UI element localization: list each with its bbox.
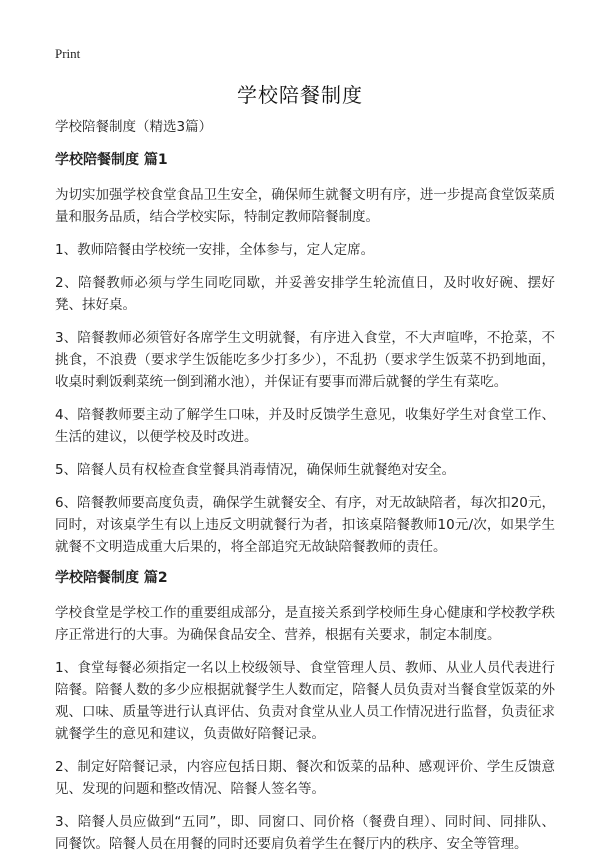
paragraph: 2、制定好陪餐记录，内容应包括日期、餐次和饭菜的品种、感观评价、学生反馈意见、发现的问题和整改情况、陪餐人签名等。	[55, 759, 555, 797]
paragraph: 4、陪餐教师要主动了解学生口味，并及时反馈学生意见，收集好学生对食堂工作、生活的建议，以便学校及时改进。	[55, 407, 555, 445]
paragraph: 6、陪餐教师要高度负责，确保学生就餐安全、有序，对无故缺陪者，每次扣20元，同时，对该桌学生有以上违反文明就餐行为者，扣该桌陪餐教师10元/次，如果学生就餐不文明造成重大后果的，将全部追究无故缺陪餐教师的责任。	[55, 495, 555, 555]
section-heading-1: 学校陪餐制度 篇1	[55, 152, 168, 168]
paragraph: 1、教师陪餐由学校统一安排，全体参与，定人定席。	[55, 242, 375, 258]
document-subtitle: 学校陪餐制度（精选3篇）	[55, 119, 213, 135]
paragraph: 1、食堂每餐必须指定一名以上校级领导、食堂管理人员、教师、从业人员代表进行陪餐。陪餐人数的多少应根据就餐学生人数而定，陪餐人员负责对当餐食堂饭菜的外观、口味、质量等进行认真评估、负责对食堂从业人员工作情况进行监督，负责征求就餐学生的意见和建议，负责做好陪餐记录。	[55, 660, 555, 742]
paragraph: 5、陪餐人员有权检查食堂餐具消毒情况，确保师生就餐绝对安全。	[55, 462, 456, 478]
paragraph: 学校食堂是学校工作的重要组成部分，是直接关系到学校师生身心健康和学校教学秩序正常进行的大事。为确保食品安全、营养，根据有关要求，制定本制度。	[55, 605, 555, 643]
paragraph: 3、陪餐教师必须管好各席学生文明就餐，有序进入食堂，不大声喧哗，不抢菜，不挑食，不浪费（要求学生饭能吃多少打多少），不乱扔（要求学生饭菜不扔到地面，收桌时剩饭剩菜统一倒到潲水池），并保证有要事而滞后就餐的学生有菜吃。	[55, 330, 555, 390]
paragraph: 2、陪餐教师必须与学生同吃同歇，并妥善安排学生轮流值日，及时收好碗、摆好凳、抹好桌。	[55, 275, 555, 313]
section-heading-2: 学校陪餐制度 篇2	[55, 570, 168, 586]
print-link[interactable]: Print	[55, 46, 81, 61]
paragraph: 为切实加强学校食堂食品卫生安全，确保师生就餐文明有序，进一步提高食堂饭菜质量和服务品质，结合学校实际，特制定教师陪餐制度。	[55, 187, 555, 225]
document-body	[55, 118, 555, 866]
paragraph: 3、陪餐人员应做到“五同”，即、同窗口、同价格（餐费自理）、同时间、同排队、同餐饮。陪餐人员在用餐的同时还要肩负着学生在餐厅内的秩序、安全等管理。	[55, 814, 555, 852]
page-title: 学校陪餐制度	[237, 83, 363, 107]
